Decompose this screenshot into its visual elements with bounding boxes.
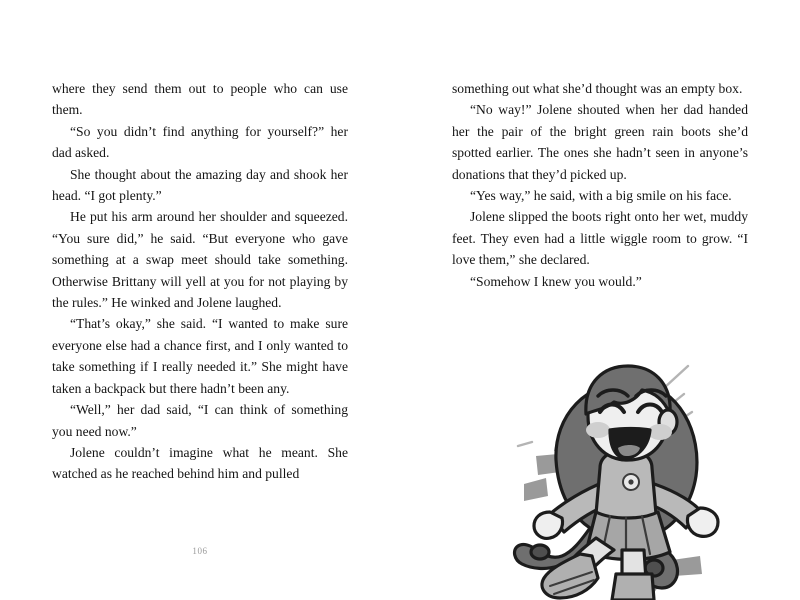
shirt-emblem	[623, 474, 639, 490]
paragraph: “That’s okay,” she said. “I wanted to make sure everyone else had a chance first, and I only wanted to take something if I really needed it.” She might have taken a backpack but there hadn’t been any.	[52, 316, 348, 396]
paragraph: Jolene slipped the boots right onto her wet, muddy feet. They even had a little wiggle room to grow. “I love them,” she declared.	[452, 209, 748, 268]
paragraph: Jolene couldn’t imagine what he meant. She watched as he reached behind him and pulled	[52, 444, 348, 482]
right-page-text-column	[452, 78, 748, 292]
paragraph: He put his arm around her shoulder and squeezed. “You sure did,” he said. “But everyone who gave something at a swap meet should take something. Otherwise Brittany will yell at you for not playing by the rules.” He winked and Jolene laughed.	[52, 209, 348, 311]
paragraph: “Somehow I knew you would.”	[470, 273, 642, 289]
paragraph: “No way!” Jolene shouted when her dad handed her the pair of the bright green rain boots she’d spotted earlier. The ones she hadn’t seen in anyone’s donations that they’d picked up.	[452, 102, 748, 182]
left-hand	[534, 512, 563, 538]
standing-boot	[612, 574, 654, 600]
paragraph: “Yes way,” he said, with a big smile on his face.	[470, 188, 732, 204]
girl-celebrating-in-rain-boots-illustration	[488, 356, 762, 600]
left-page-text-column	[52, 78, 348, 485]
paragraph: She thought about the amazing day and shook her head. “I got plenty.”	[52, 166, 348, 204]
paragraph: something out what she’d thought was an empty box.	[452, 81, 743, 96]
paragraph: “So you didn’t find anything for yourself?” her dad asked.	[52, 123, 348, 161]
right-hand	[688, 508, 719, 536]
page-number: 106	[192, 546, 208, 556]
paragraph: where they send them out to people who can use them.	[52, 81, 348, 118]
paragraph: “Well,” her dad said, “I can think of something you need now.”	[52, 402, 348, 439]
